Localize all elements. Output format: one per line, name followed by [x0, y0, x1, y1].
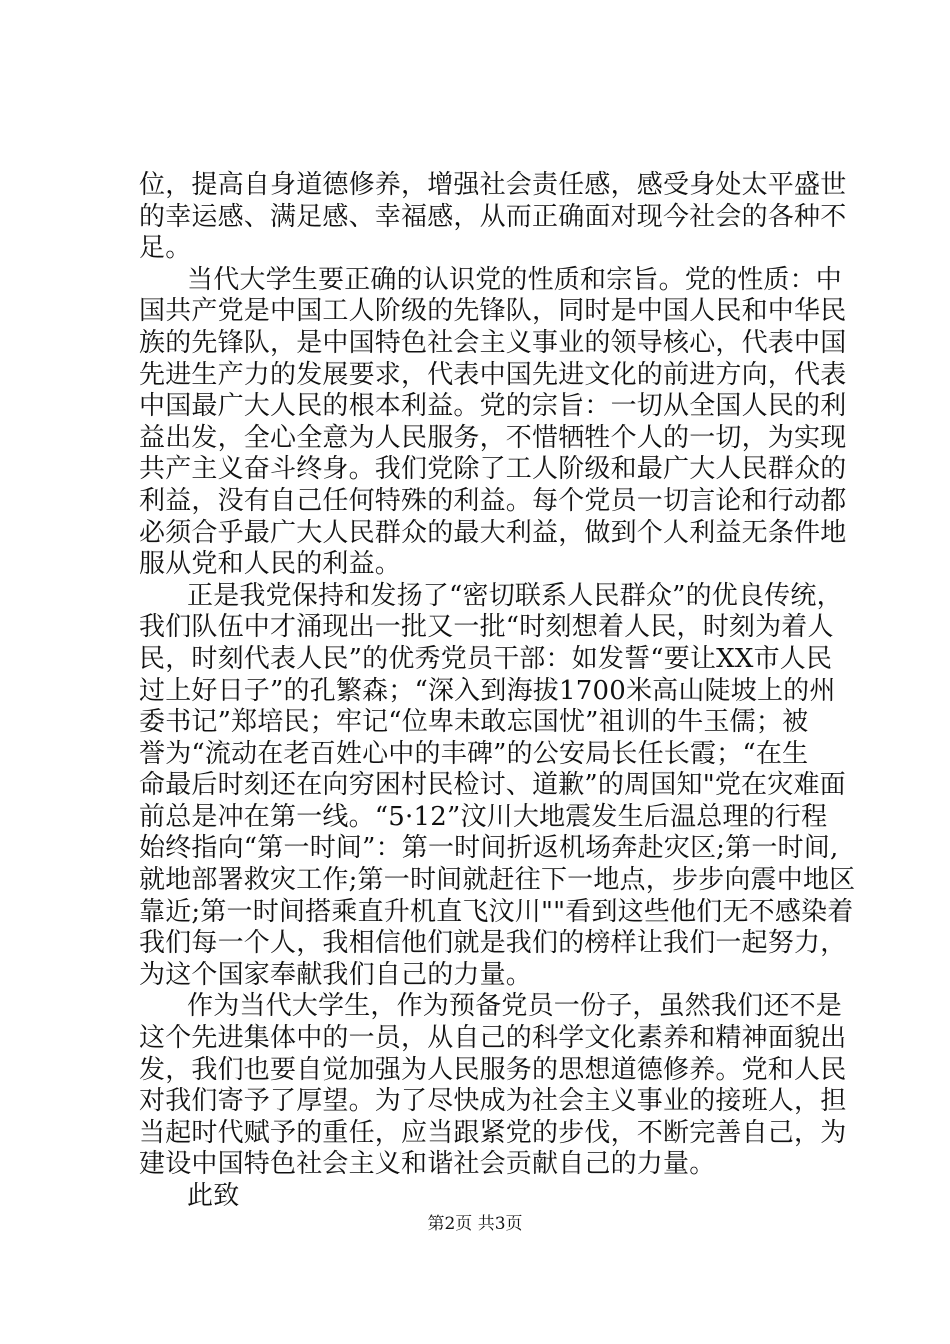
text-line: 服从党和人民的利益。: [139, 549, 402, 580]
paragraph-start-line: 当代大学生要正确的认识党的性质和宗旨。党的性质：中: [187, 264, 843, 295]
text-line: 民，时刻代表人民”的优秀党员干部：如发誓“要让XX市人民: [139, 643, 833, 674]
text-line: 族的先锋队，是中国特色社会主义事业的领导核心，代表中国: [139, 327, 847, 358]
text-line: 发，我们也要自觉加强为人民服务的思想道德修养。党和人民: [139, 1054, 847, 1085]
text-line: 建设中国特色社会主义和谐社会贡献自己的力量。: [139, 1149, 716, 1180]
page-number-footer: 第2页 共3页: [427, 1214, 523, 1234]
text-line: 国共产党是中国工人阶级的先锋队，同时是中国人民和中华民: [139, 296, 847, 327]
text-line: 我们队伍中才涌现出一批又一批“时刻想着人民，时刻为着人: [139, 612, 834, 643]
text-line: 过上好日子”的孔繁森；“深入到海拔1700米高山陡坡上的州: [139, 675, 836, 706]
text-line: 这个先进集体中的一员，从自己的科学文化素养和精神面貌出: [139, 1023, 847, 1054]
text-line: 命最后时刻还在向穷困村民检讨、道歉”的周国知"党在灾难面: [139, 770, 846, 801]
text-line: 共产主义奋斗终身。我们党除了工人阶级和最广大人民群众的: [139, 454, 847, 485]
text-line: 委书记”郑培民；牢记“位卑未敢忘国忧”祖训的牛玉儒；被: [139, 707, 809, 738]
text-line: 必须合乎最广大人民群众的最大利益，做到个人利益无条件地: [139, 517, 847, 548]
text-line: 靠近;第一时间搭乘直升机直飞汶川""看到这些他们无不感染着: [139, 896, 854, 927]
text-line: 为这个国家奉献我们自己的力量。: [139, 959, 533, 990]
text-line: 的幸运感、满足感、幸福感，从而正确面对现今社会的各种不: [139, 201, 847, 232]
text-line: 足。: [139, 233, 192, 264]
text-line: 前总是冲在第一线。“5·12”汶川大地震发生后温总理的行程: [139, 801, 828, 832]
text-line: 中国最广大人民的根本利益。党的宗旨：一切从全国人民的利: [139, 391, 847, 422]
text-line: 就地部署救灾工作;第一时间就赶往下一地点，步步向震中地区: [139, 865, 856, 896]
text-line: 利益，没有自己任何特殊的利益。每个党员一切言论和行动都: [139, 485, 847, 516]
text-line: 当起时代赋予的重任，应当跟紧党的步伐，不断完善自己，为: [139, 1117, 847, 1148]
text-line: 誉为“流动在老百姓心中的丰碑”的公安局长任长霞；“在生: [139, 738, 809, 769]
paragraph-start-line: 作为当代大学生，作为预备党员一份子，虽然我们还不是: [187, 991, 843, 1022]
text-line: 位，提高自身道德修养，增强社会责任感，感受身处太平盛世: [139, 170, 847, 200]
body-text: [139, 170, 856, 1213]
paragraph-start-line: 正是我党保持和发扬了“密切联系人民群众”的优良传统，: [187, 580, 843, 611]
closing-salutation: 此致: [187, 1181, 240, 1211]
text-line: 先进生产力的发展要求，代表中国先进文化的前进方向，代表: [139, 359, 847, 390]
text-line: 始终指向“第一时间”：第一时间折返机场奔赴灾区;第一时间,: [139, 833, 839, 864]
text-line: 对我们寄予了厚望。为了尽快成为社会主义事业的接班人，担: [139, 1086, 847, 1117]
text-line: 益出发，全心全意为人民服务，不惜牺牲个人的一切，为实现: [139, 422, 847, 453]
text-line: 我们每一个人，我相信他们就是我们的榜样让我们一起努力，: [139, 928, 847, 959]
